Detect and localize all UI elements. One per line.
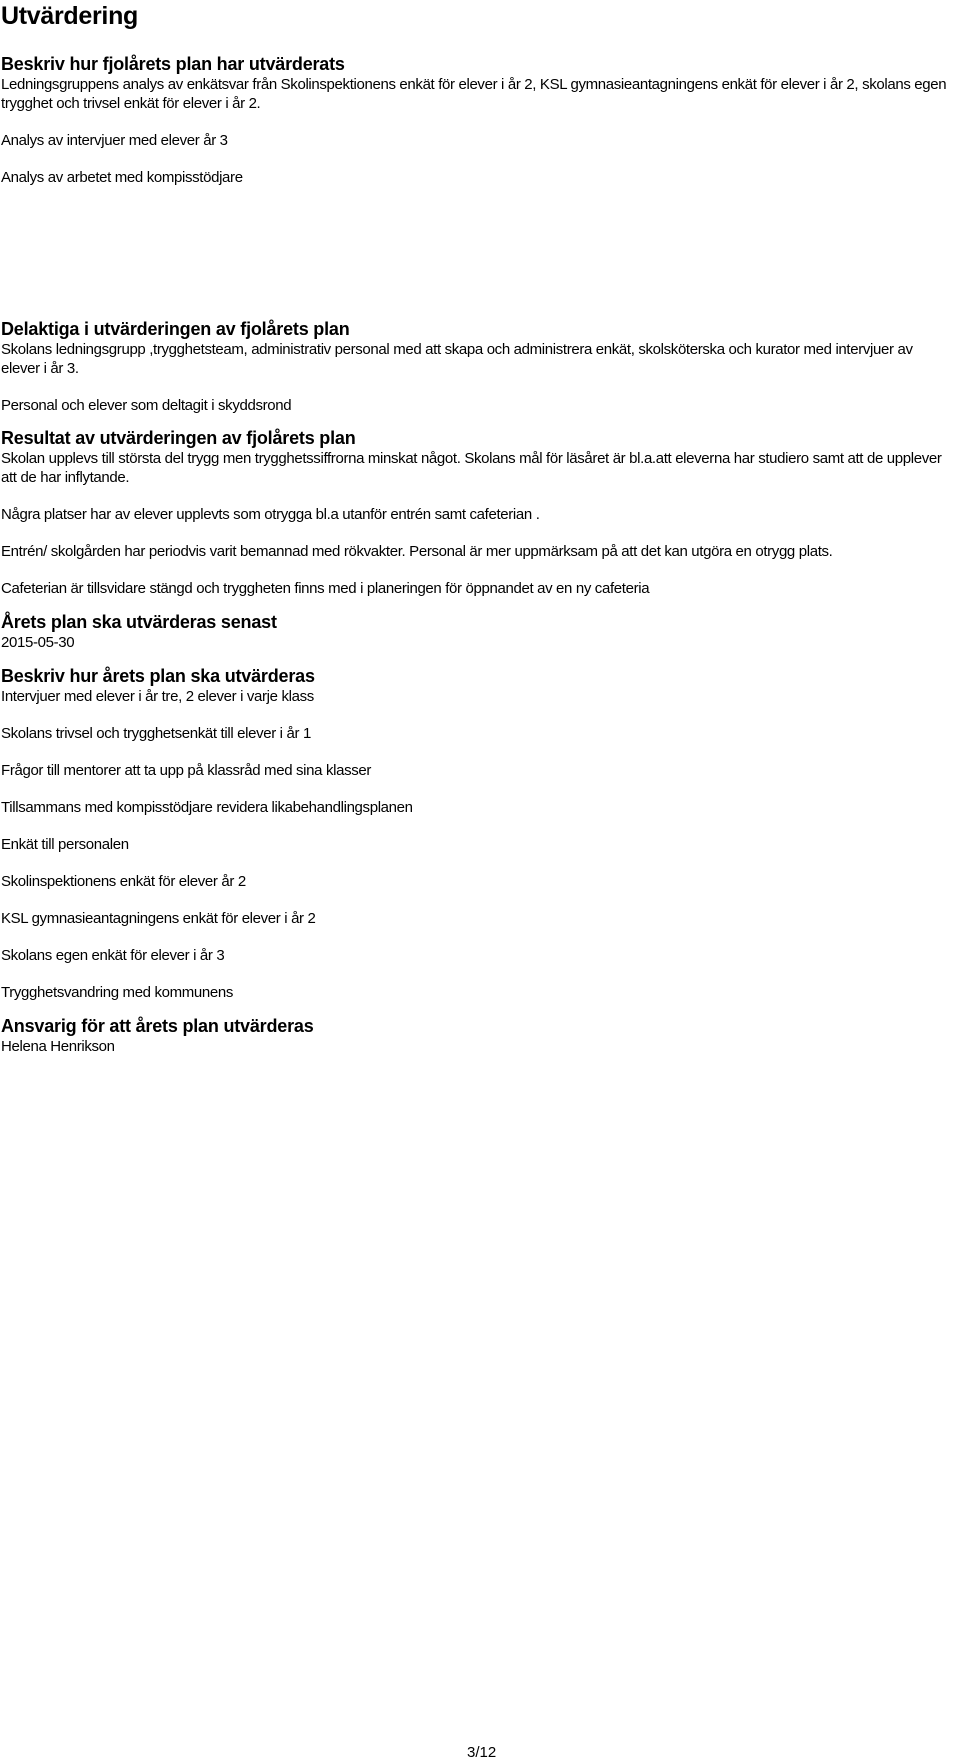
paragraph: Cafeterian är tillsvidare stängd och tryggheten finns med i planeringen för öppnandet av en ny cafeteria	[1, 580, 650, 597]
section-describe-last-year	[1, 54, 953, 187]
list-item: Skolans trivsel och trygghetsenkät till elever i år 1	[1, 725, 311, 742]
paragraph: Skolan upplevs till största del trygg men trygghetssiffrorna minskat något. Skolans mål för läsåret är bl.a.att eleverna har studiero samt att de upplever att de har inflytande.	[1, 450, 942, 486]
list-item: Frågor till mentorer att ta upp på klassråd med sina klasser	[1, 762, 372, 779]
list-item: Skolinspektionens enkät för elever år 2	[1, 873, 246, 890]
section-participants	[1, 319, 953, 415]
paragraph: Personal och elever som deltagit i skyddsrond	[1, 397, 292, 414]
list-item: KSL gymnasieantagningens enkät för elever i år 2	[1, 910, 316, 927]
paragraph: Entrén/ skolgården har periodvis varit bemannad med rökvakter. Personal är mer uppmärksam på att det kan utgöra en otrygg plats.	[1, 543, 833, 560]
list-item: Enkät till personalen	[1, 836, 129, 853]
deadline-date: 2015-05-30	[1, 634, 75, 651]
section-evaluation-deadline	[1, 612, 953, 652]
document-title: Utvärdering	[1, 2, 139, 30]
section-describe-this-year	[1, 666, 953, 1002]
list-item: Skolans egen enkät för elever i år 3	[1, 947, 225, 964]
paragraph: Ledningsgruppens analys av enkätsvar från Skolinspektionens enkät för elever i år 2, KSL gymnasieantagningens enkät för elever i år 2, skolans egen trygghet och trivsel enkät för elever i år 2.	[1, 76, 947, 112]
list-item: Tillsammans med kompisstödjare revidera likabehandlingsplanen	[1, 799, 413, 816]
paragraph: Analys av intervjuer med elever år 3	[1, 132, 228, 149]
section-heading: Resultat av utvärderingen av fjolårets plan	[1, 428, 356, 448]
section-heading: Delaktiga i utvärderingen av fjolårets plan	[1, 319, 350, 339]
section-heading: Beskriv hur fjolårets plan har utvärderats	[1, 54, 345, 74]
section-responsible	[1, 1016, 953, 1056]
list-item: Trygghetsvandring med kommunens	[1, 984, 234, 1001]
paragraph: Några platser har av elever upplevts som otrygga bl.a utanför entrén samt cafeterian .	[1, 506, 540, 523]
section-heading: Ansvarig för att årets plan utvärderas	[1, 1016, 314, 1036]
page-number: 3/12	[467, 1744, 497, 1761]
section-heading: Beskriv hur årets plan ska utvärderas	[1, 666, 315, 686]
paragraph: Analys av arbetet med kompisstödjare	[1, 169, 243, 186]
section-heading: Årets plan ska utvärderas senast	[1, 612, 277, 632]
list-item: Intervjuer med elever i år tre, 2 elever i varje klass	[1, 688, 314, 705]
section-results	[1, 428, 953, 598]
responsible-name: Helena Henrikson	[1, 1038, 115, 1055]
paragraph: Skolans ledningsgrupp ,trygghetsteam, administrativ personal med att skapa och administrera enkät, skolsköterska och kurator med intervjuer av elever i år 3.	[1, 341, 913, 377]
